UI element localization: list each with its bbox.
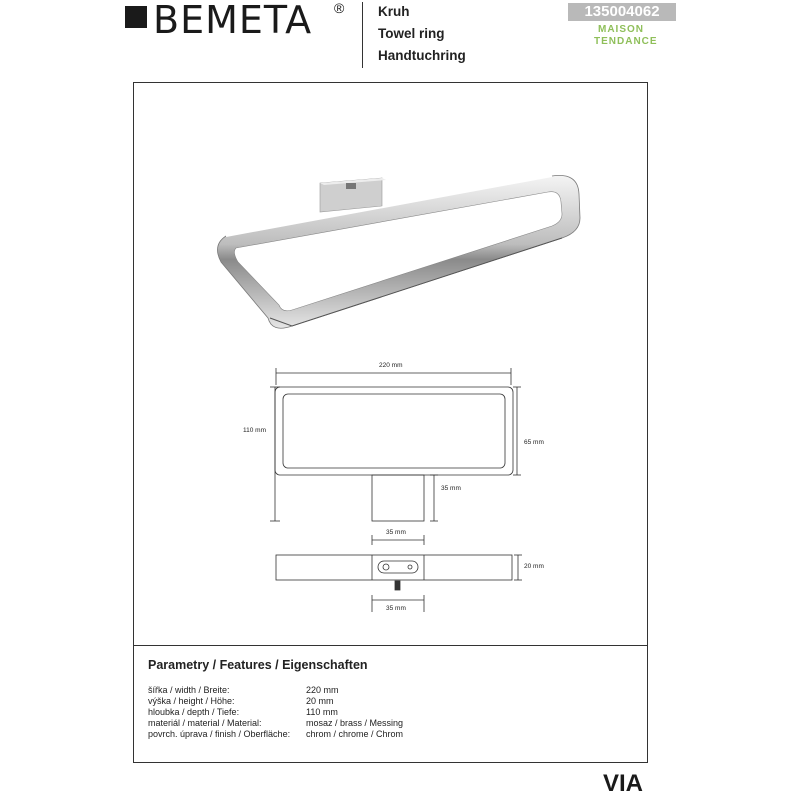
features-heading: Parametry / Features / Eigenschaften: [148, 658, 368, 672]
feature-label-finish: povrch. úprava / finish / Oberfläche:: [148, 729, 291, 739]
title-czech: Kruh: [378, 4, 410, 19]
dim-depth-label: 20 mm: [524, 563, 544, 570]
dim-height-label: 110 mm: [243, 427, 266, 434]
watermark-line-2: TENDANCE: [594, 36, 658, 47]
feature-label-height: výška / height / Höhe:: [148, 696, 235, 706]
feature-label-material: materiál / material / Material:: [148, 718, 262, 728]
top-view-drawing: [276, 555, 522, 612]
dim-width-label: 220 mm: [379, 362, 403, 369]
product-code: 135004062: [584, 3, 660, 20]
title-english: Towel ring: [378, 26, 445, 41]
dim-mount-width-bottom-label: 35 mm: [386, 605, 406, 612]
feature-value-height: 20 mm: [306, 696, 334, 706]
feature-value-width: 220 mm: [306, 685, 339, 695]
brand-logo: BEMETA: [153, 0, 313, 42]
feature-label-depth: hloubka / depth / Tiefe:: [148, 707, 240, 717]
series-name: VIA: [603, 770, 644, 797]
dim-ring-height-label: 65 mm: [524, 439, 544, 446]
feature-value-finish: chrom / chrome / Chrom: [306, 729, 404, 739]
registered-mark: ®: [334, 0, 345, 16]
dim-mount-width-label: 35 mm: [386, 529, 406, 536]
front-view-drawing: [270, 368, 521, 545]
watermark-line-1: MAISON: [598, 24, 644, 35]
title-german: Handtuchring: [378, 48, 466, 63]
feature-value-material: mosaz / brass / Messing: [306, 718, 404, 728]
dim-mount-height-label: 35 mm: [441, 485, 461, 492]
feature-label-width: šířka / width / Breite:: [148, 685, 230, 695]
product-image: [217, 175, 580, 328]
feature-value-depth: 110 mm: [306, 707, 338, 717]
